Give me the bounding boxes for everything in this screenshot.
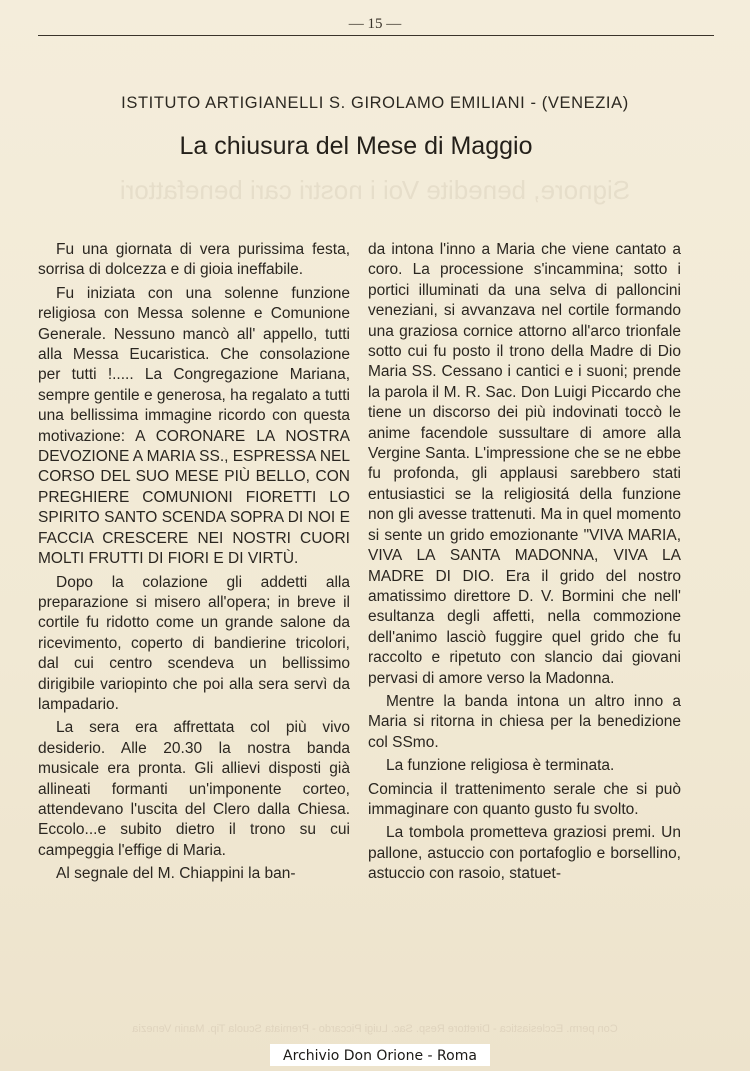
- paragraph-continuation: da intona l'inno a Maria che viene cantato a coro. La processione s'incammina; sotto i portici illuminati da una selva di palloncini veneziani, si avvanzava nel cortile formando una graziosa cornice attorno all'arco trionfale sotto cui fu posto il trono della Madre di Dio Maria SS. Cessano i cantici e i suoni; prende la parola il M. R. Sac. Don Luigi Piccardo che tiene un discorso dei più indovinati toccò le anime facendole sussultare di amore alla Vergine Santa. L'impressione che se ne ebbe fu profonda, gli applausi sarebbero stati entusiastici se la religiositá della funzione non gli avesse trattenuti. Ma in quel momento si sente un grido emozionante "VIVA MARIA, VIVA LA SANTA MADONNA, VIVA LA MADRE DI DIO. Era il grido del nostro amatissimo direttore D. V. Bormini che nell' esultanza degli affetti, nella commozione dell'animo lasciò fuggire quel grido che fu raccolto e ripetuto con slancio dai giovani pervasi di amore verso la Madonna.: [368, 241, 681, 687]
- archive-watermark: Archivio Don Orione - Roma: [283, 1048, 477, 1064]
- bleed-through-text: Signore, benedite Voi i nostri cari benefattori: [119, 175, 631, 205]
- paragraph: Comincia il trattenimento serale che si può immaginare con quanto gusto fu svolto.: [368, 780, 681, 818]
- paragraph: Mentre la banda intona un altro inno a Maria si ritorna in chiesa per la benedizione col SSmo.: [368, 692, 681, 751]
- left-column: [38, 240, 350, 888]
- header-rule: [38, 35, 714, 36]
- paragraph: Dopo la colazione gli addetti alla preparazione si misero all'opera; in breve il cortile fu ridotto come un grande salone da ricevimento, coperto di bandierine tricolori, dal cui centro scendeva un bellissimo dirigibile variopinto che poi alla sera servì da lampadario.: [38, 573, 350, 713]
- paragraph: La sera era affrettata col più vivo desiderio. Alle 20.30 la nostra banda musicale era pronta. Gli allievi disposti già allineati formanti un'imponente corteo, attendevano l'uscita del Clero dalla Chiesa. Eccolo...e subito dietro il trono su cui campeggia l'effige di Maria.: [38, 719, 350, 859]
- paragraph: La tombola prometteva graziosi premi. Un pallone, astuccio con portafoglio e borsellino, astuccio con rasoio, statuet-: [368, 824, 681, 883]
- paragraph: La funzione religiosa è terminata.: [386, 757, 615, 775]
- right-column: [368, 240, 681, 888]
- page-number: — 15 —: [348, 16, 402, 32]
- bleed-through-text: Con perm. Ecclesiastica - Direttore Resp. Sac. Luigi Piccardo - Premiata Scuola Tip. Manin Venezia: [132, 1023, 618, 1035]
- paragraph: Fu iniziata con una solenne funzione religiosa con Messa solenne e Comunione Generale. Nessuno mancò all' appello, tutti alla Messa Eucaristica. Che consolazione per tutti !..... La Congregazione Mariana, sempre gentile e generosa, ha regalato a tutti una bellissima immagine ricordo con questa motivazione: A CORONARE LA NOSTRA DEVOZIONE A MARIA SS., ESPRESSA NEL CORSO DEL SUO MESE PIÙ BELLO, CON PREGHIERE COMUNIONI FIORETTI LO SPIRITO SANTO SCENDA SOPRA DI NOI E FACCIA CRESCERE NEI NOSTRI CUORI MOLTI FRUTTI DI FIORI E DI VIRTÙ.: [38, 284, 350, 568]
- paragraph: Fu una giornata di vera purissima festa, sorrisa di dolcezza e di gioia ineffabile.: [38, 241, 350, 279]
- article-title: La chiusura del Mese di Maggio: [179, 132, 533, 160]
- institute-heading: ISTITUTO ARTIGIANELLI S. GIROLAMO EMILIANI - (VENEZIA): [121, 94, 629, 112]
- paragraph: Al segnale del M. Chiappini la ban-: [56, 865, 296, 883]
